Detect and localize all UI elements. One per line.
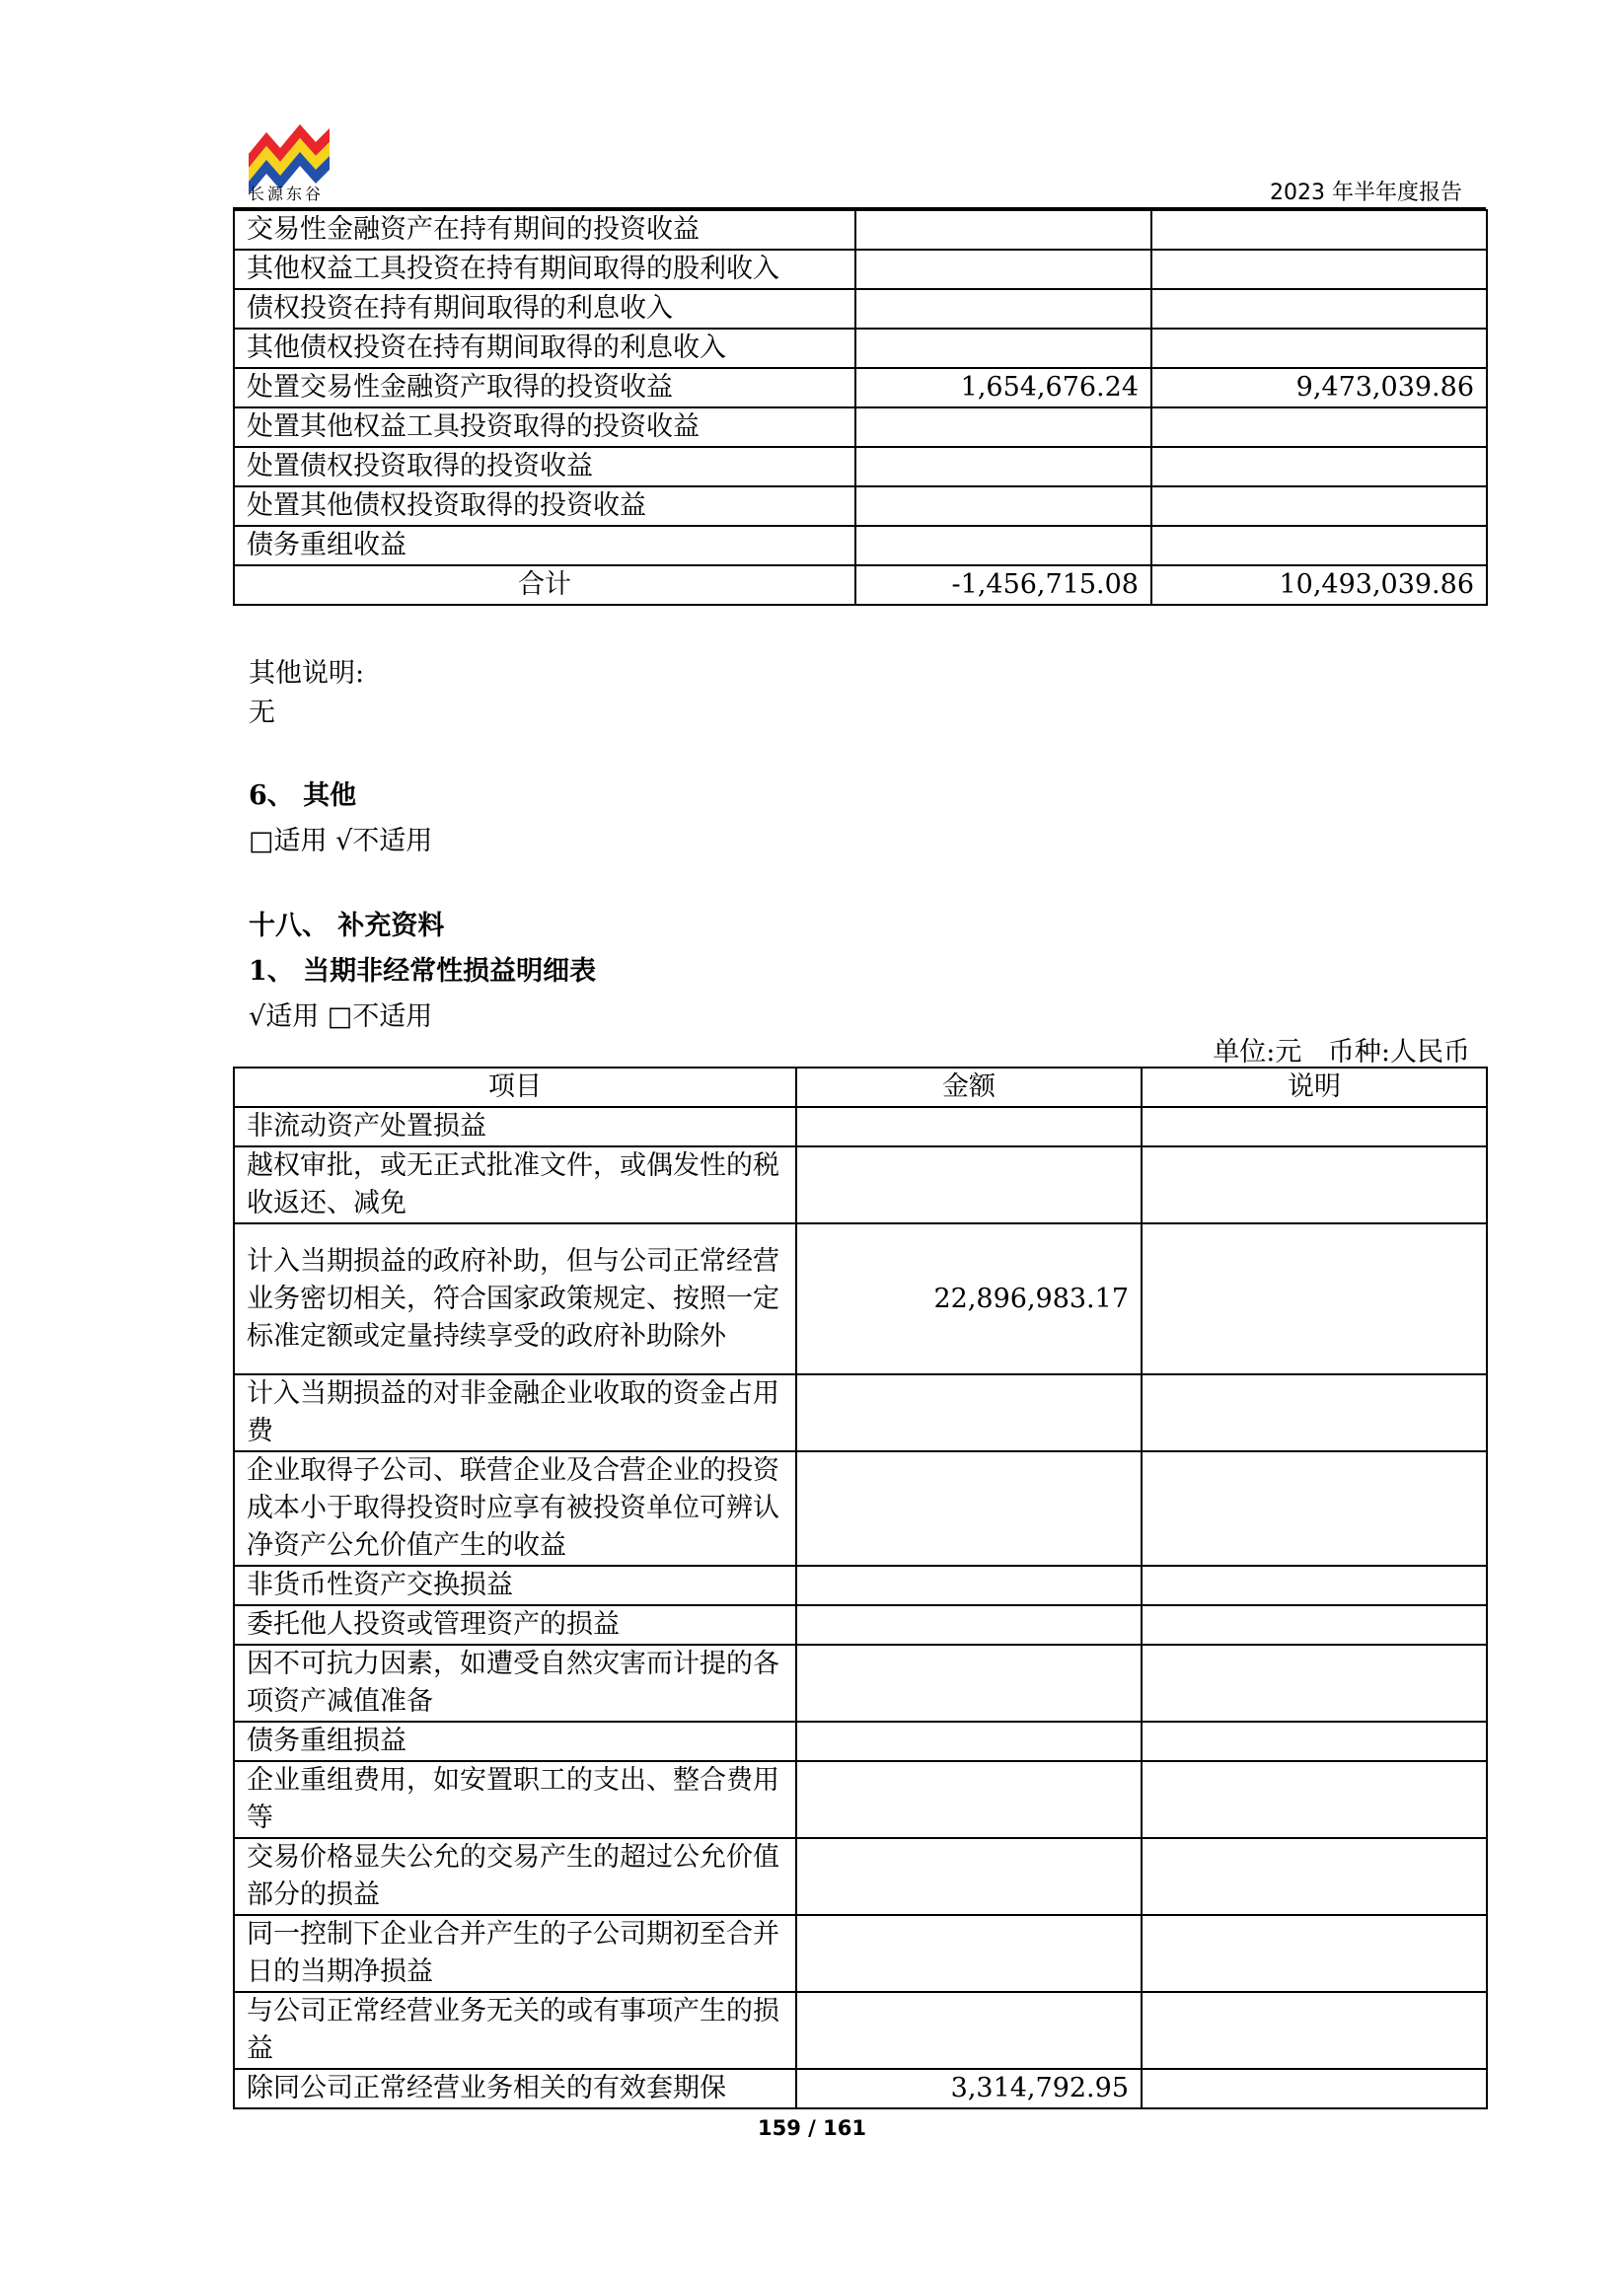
item-label: 计入当期损益的对非金融企业收取的资金占用费 xyxy=(234,1374,796,1451)
table-row xyxy=(234,1992,1487,2069)
unit-currency-note: 单位:元 币种:人民币 xyxy=(1213,1037,1470,1068)
table-row xyxy=(234,1451,1487,1566)
table-row xyxy=(234,1645,1487,1722)
prior-period-value: 10,493,039.86 xyxy=(1151,565,1487,605)
note-cell xyxy=(1142,1761,1487,1838)
note-cell xyxy=(1142,1223,1487,1374)
table-row xyxy=(234,1722,1487,1761)
note-cell xyxy=(1142,2069,1487,2108)
row-label: 债务重组收益 xyxy=(234,526,855,565)
table-row xyxy=(234,1223,1487,1374)
amount-value xyxy=(796,1645,1142,1722)
table-row xyxy=(234,1107,1487,1146)
column-header: 金额 xyxy=(796,1068,1142,1107)
row-label: 处置交易性金融资产取得的投资收益 xyxy=(234,368,855,407)
item-label: 企业重组费用，如安置职工的支出、整合费用等 xyxy=(234,1761,796,1838)
amount-value xyxy=(796,1838,1142,1915)
prior-period-value xyxy=(1151,526,1487,565)
amount-value xyxy=(796,1566,1142,1605)
current-period-value xyxy=(855,210,1151,250)
prior-period-value xyxy=(1151,289,1487,329)
prior-period-value xyxy=(1151,329,1487,368)
table-row xyxy=(234,447,1487,486)
section6-applicability: □适用 √不适用 xyxy=(249,826,433,856)
table-row xyxy=(234,210,1487,250)
amount-value xyxy=(796,1605,1142,1645)
current-period-value xyxy=(855,329,1151,368)
current-period-value xyxy=(855,526,1151,565)
item-label: 除同公司正常经营业务相关的有效套期保 xyxy=(234,2069,796,2108)
section18-heading: 十八、 补充资料 xyxy=(249,911,445,941)
item-label: 与公司正常经营业务无关的或有事项产生的损益 xyxy=(234,1992,796,2069)
note-cell xyxy=(1142,1645,1487,1722)
item-label: 债务重组损益 xyxy=(234,1722,796,1761)
row-label: 合计 xyxy=(234,565,855,605)
prior-period-value: 9,473,039.86 xyxy=(1151,368,1487,407)
table-row xyxy=(234,2069,1487,2108)
table-row xyxy=(234,289,1487,329)
logo-text: 长源东谷 xyxy=(249,184,325,203)
note-cell xyxy=(1142,1107,1487,1146)
current-period-value xyxy=(855,289,1151,329)
item-label: 同一控制下企业合并产生的子公司期初至合并日的当期净损益 xyxy=(234,1915,796,1992)
total-row xyxy=(234,565,1487,605)
table-row xyxy=(234,368,1487,407)
table-row xyxy=(234,526,1487,565)
row-label: 处置其他权益工具投资取得的投资收益 xyxy=(234,407,855,447)
table-row xyxy=(234,407,1487,447)
item-label: 交易价格显失公允的交易产生的超过公允价值部分的损益 xyxy=(234,1838,796,1915)
table-row xyxy=(234,329,1487,368)
amount-value xyxy=(796,1374,1142,1451)
report-title: 2023 年半年度报告 xyxy=(1270,181,1462,205)
amount-value xyxy=(796,1722,1142,1761)
amount-value xyxy=(796,1451,1142,1566)
row-label: 交易性金融资产在持有期间的投资收益 xyxy=(234,210,855,250)
amount-value: 3,314,792.95 xyxy=(796,2069,1142,2108)
note-cell xyxy=(1142,1992,1487,2069)
non-recurring-table xyxy=(233,1067,1488,2109)
column-header: 项目 xyxy=(234,1068,796,1107)
table-row xyxy=(234,1566,1487,1605)
item-label: 越权审批，或无正式批准文件，或偶发性的税收返还、减免 xyxy=(234,1146,796,1223)
section18-applicability: √适用 □不适用 xyxy=(249,1001,433,1032)
row-label: 处置债权投资取得的投资收益 xyxy=(234,447,855,486)
note-cell xyxy=(1142,1566,1487,1605)
row-label: 其他债权投资在持有期间取得的利息收入 xyxy=(234,329,855,368)
section18-sub1-heading: 1、 当期非经常性损益明细表 xyxy=(249,956,597,987)
note-cell xyxy=(1142,1605,1487,1645)
table-row xyxy=(234,486,1487,526)
current-period-value: -1,456,715.08 xyxy=(855,565,1151,605)
column-header: 说明 xyxy=(1142,1068,1487,1107)
investment-income-table xyxy=(233,209,1488,606)
other-notes-content: 无 xyxy=(249,698,275,728)
table-row xyxy=(234,1838,1487,1915)
note-cell xyxy=(1142,1915,1487,1992)
note-cell xyxy=(1142,1146,1487,1223)
prior-period-value xyxy=(1151,407,1487,447)
note-cell xyxy=(1142,1451,1487,1566)
current-period-value: 1,654,676.24 xyxy=(855,368,1151,407)
current-period-value xyxy=(855,250,1151,289)
row-label: 债权投资在持有期间取得的利息收入 xyxy=(234,289,855,329)
page-number: 159 / 161 xyxy=(758,2116,866,2140)
item-label: 委托他人投资或管理资产的损益 xyxy=(234,1605,796,1645)
prior-period-value xyxy=(1151,486,1487,526)
table-row xyxy=(234,1761,1487,1838)
current-period-value xyxy=(855,447,1151,486)
current-period-value xyxy=(855,486,1151,526)
amount-value xyxy=(796,1915,1142,1992)
other-notes-title: 其他说明: xyxy=(249,658,365,689)
item-label: 因不可抗力因素，如遭受自然灾害而计提的各项资产减值准备 xyxy=(234,1645,796,1722)
item-label: 计入当期损益的政府补助，但与公司正常经营业务密切相关，符合国家政策规定、按照一定标准定额或定量持续享受的政府补助除外 xyxy=(234,1223,796,1374)
amount-value xyxy=(796,1107,1142,1146)
note-cell xyxy=(1142,1722,1487,1761)
table-row xyxy=(234,1374,1487,1451)
table-row xyxy=(234,250,1487,289)
item-label: 非货币性资产交换损益 xyxy=(234,1566,796,1605)
table-row xyxy=(234,1605,1487,1645)
table-row xyxy=(234,1146,1487,1223)
current-period-value xyxy=(855,407,1151,447)
note-cell xyxy=(1142,1374,1487,1451)
amount-value: 22,896,983.17 xyxy=(796,1223,1142,1374)
amount-value xyxy=(796,1992,1142,2069)
row-label: 处置其他债权投资取得的投资收益 xyxy=(234,486,855,526)
section6-heading: 6、 其他 xyxy=(249,780,357,811)
amount-value xyxy=(796,1146,1142,1223)
row-label: 其他权益工具投资在持有期间取得的股利收入 xyxy=(234,250,855,289)
note-cell xyxy=(1142,1838,1487,1915)
item-label: 企业取得子公司、联营企业及合营企业的投资成本小于取得投资时应享有被投资单位可辨认净资产公允价值产生的收益 xyxy=(234,1451,796,1566)
table-row xyxy=(234,1915,1487,1992)
prior-period-value xyxy=(1151,447,1487,486)
item-label: 非流动资产处置损益 xyxy=(234,1107,796,1146)
amount-value xyxy=(796,1761,1142,1838)
prior-period-value xyxy=(1151,210,1487,250)
prior-period-value xyxy=(1151,250,1487,289)
